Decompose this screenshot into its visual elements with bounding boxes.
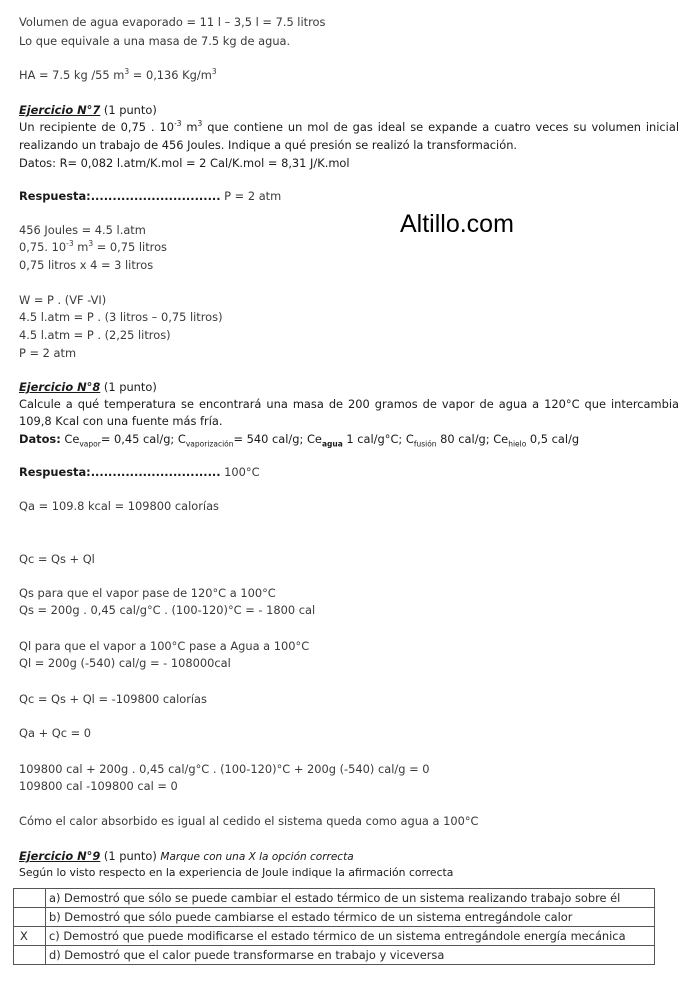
ex8-answer-value: 100°C	[220, 465, 260, 479]
watermark: Altillo.com	[400, 210, 514, 238]
line-ha	[19, 67, 217, 83]
line-evaporated-volume: Volumen de agua evaporado = 11 l – 3,5 l = 7.5 litros	[19, 15, 326, 29]
ex7-p1c: que contiene un mol de gas ideal se expande a cuatro veces su volumen inicial	[202, 120, 679, 134]
ha-text-b: = 0,136 Kg/m	[129, 68, 212, 82]
option-row[interactable]	[14, 946, 655, 965]
ex9-heading	[19, 848, 354, 865]
ex9-options-table	[13, 888, 655, 965]
ex7-answer	[19, 188, 281, 204]
ex8-answer-label: Respuesta:..............................	[19, 465, 221, 479]
ex8-d1: Ce	[60, 432, 80, 446]
ex7-p1a: Un recipiente de 0,75 . 10	[19, 120, 174, 134]
option-mark-cell[interactable]: X	[14, 927, 46, 946]
option-text: c) Demostró que puede modificarse el estado térmico de un sistema entregándole energía mecánica	[46, 927, 655, 946]
ex7-work-1: 456 Joules = 4.5 l.atm	[19, 223, 146, 237]
ex8-d5-sub: hielo	[508, 439, 527, 449]
ex9-instruction: Marque con una X la opción correcta	[160, 851, 354, 863]
ex8-work-10: 109800 cal -109800 cal = 0	[19, 779, 178, 793]
option-row[interactable]	[14, 908, 655, 927]
ex7-w2a: 0,75. 10	[19, 240, 67, 254]
option-row[interactable]	[14, 927, 655, 946]
ex7-w2-sup: -3	[66, 239, 74, 249]
ex7-title: Ejercicio N°7	[19, 103, 101, 117]
ha-sup: 3	[124, 67, 130, 77]
ex8-d3: = 540 cal/g; Ce	[233, 432, 322, 446]
ex7-points: (1 punto)	[100, 103, 157, 117]
ex8-work-1: Qa = 109.8 kcal = 109800 calorías	[19, 499, 219, 513]
option-text: d) Demostró que el calor puede transformarse en trabajo y viceversa	[46, 946, 655, 965]
ex8-data-label: Datos:	[19, 432, 61, 446]
ex8-title: Ejercicio N°8	[19, 380, 101, 394]
ex7-work-2	[19, 239, 167, 255]
ex9-title: Ejercicio N°9	[19, 849, 101, 863]
ex8-answer	[19, 464, 260, 480]
ex7-work-5: 4.5 l.atm = P . (3 litros – 0,75 litros)	[19, 310, 223, 324]
ex7-work-6: 4.5 l.atm = P . (2,25 litros)	[19, 328, 171, 342]
ex7-statement-1	[19, 119, 679, 135]
ex8-work-9: 109800 cal + 200g . 0,45 cal/g°C . (100-120)°C + 200g (-540) cal/g = 0	[19, 762, 430, 776]
ex8-work-5: Ql para que el vapor a 100°C pase a Agua a 100°C	[19, 639, 310, 653]
ex8-work-3: Qs para que el vapor pase de 120°C a 100°C	[19, 586, 276, 600]
ex7-p1b: m	[181, 120, 198, 134]
ex7-work-7: P = 2 atm	[19, 346, 77, 360]
ex8-d5: 80 cal/g; Ce	[436, 432, 509, 446]
ex8-points: (1 punto)	[100, 380, 157, 394]
ex7-work-3: 0,75 litros x 4 = 3 litros	[19, 258, 154, 272]
ex7-p1-sup: -3	[173, 119, 182, 129]
option-text: a) Demostró que sólo se puede cambiar el estado térmico de un sistema realizando trabajo sobre él	[46, 889, 655, 908]
ex8-d1-sub: vapor	[79, 439, 101, 449]
ex8-statement-2: 109,8 Kcal con una fuente más fría.	[19, 414, 223, 428]
ha-text-a: HA = 7.5 kg /55 m	[19, 68, 125, 82]
ex8-d4: 1 cal/g°C; C	[342, 432, 414, 446]
ex8-statement-1: Calcule a qué temperatura se encontrará una masa de 200 gramos de vapor de agua a 120°C que intercambia	[19, 397, 679, 411]
ex7-work-4: W = P . (VF -VI)	[19, 293, 107, 307]
ex8-work-8: Qa + Qc = 0	[19, 726, 91, 740]
ex7-answer-value: P = 2 atm	[220, 189, 282, 203]
ex8-d6: 0,5 cal/g	[526, 432, 580, 446]
ex8-conclusion: Cómo el calor absorbido es igual al cedido el sistema queda como agua a 100°C	[19, 814, 479, 828]
ex7-p1-sup2: 3	[197, 119, 203, 129]
ex7-w2-sup2: 3	[88, 239, 94, 249]
ha-sup2: 3	[211, 67, 217, 77]
ex8-work-2: Qc = Qs + Ql	[19, 552, 95, 566]
option-mark-cell[interactable]	[14, 889, 46, 908]
option-row[interactable]	[14, 889, 655, 908]
line-mass-equivalent: Lo que equivale a una masa de 7.5 kg de agua.	[19, 34, 291, 48]
ex7-w2b: m	[73, 240, 89, 254]
ex7-statement-2: realizando un trabajo de 456 Joules. Indique a qué presión se realizó la transformación.	[19, 138, 518, 152]
ex8-d2: = 0,45 cal/g; C	[100, 432, 186, 446]
ex7-answer-label: Respuesta:..............................	[19, 189, 221, 203]
option-mark-cell[interactable]	[14, 908, 46, 927]
ex8-work-7: Qc = Qs + Ql = -109800 calorías	[19, 692, 207, 706]
ex9-statement: Según lo visto respecto en la experiencia de Joule indique la afirmación correcta	[19, 866, 454, 879]
ex9-points: (1 punto)	[100, 849, 161, 863]
option-mark-cell[interactable]	[14, 946, 46, 965]
ex8-d4-sub: fusión	[413, 439, 437, 449]
ex8-d2-sub: vaporización	[185, 439, 234, 449]
ex8-heading	[19, 379, 157, 395]
ex7-data: Datos: R= 0,082 l.atm/K.mol = 2 Cal/K.mol = 8,31 J/K.mol	[19, 156, 350, 170]
ex8-work-4: Qs = 200g . 0,45 cal/g°C . (100-120)°C = - 1800 cal	[19, 603, 316, 617]
ex7-w2c: = 0,75 litros	[93, 240, 167, 254]
ex8-work-6: Ql = 200g (-540) cal/g = - 108000cal	[19, 656, 231, 670]
option-text: b) Demostró que sólo puede cambiarse el estado térmico de un sistema entregándole calor	[46, 908, 655, 927]
ex7-heading	[19, 102, 157, 118]
ex8-data	[19, 431, 579, 447]
ex8-d3-sub: agua	[321, 439, 343, 449]
